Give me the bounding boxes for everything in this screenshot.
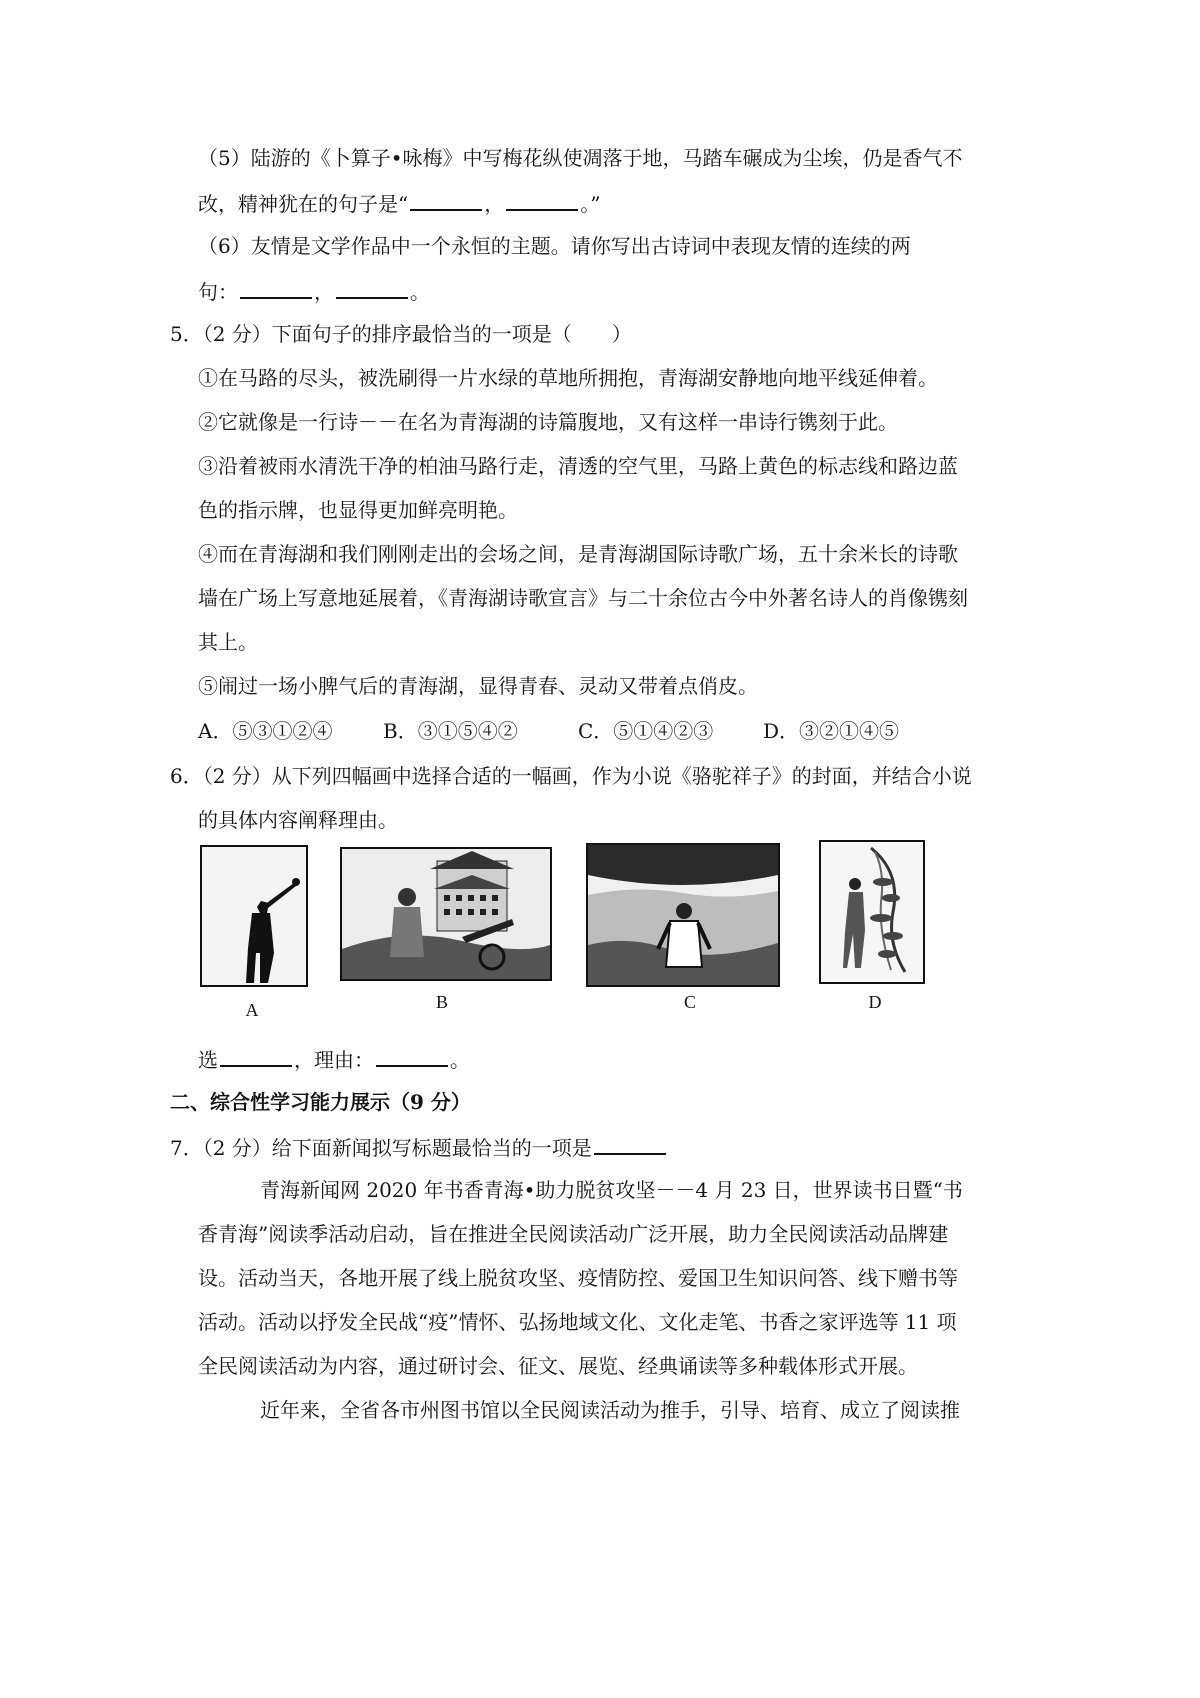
picture-c-illustration [588, 845, 778, 985]
picture-b-illustration [342, 849, 550, 979]
section-2-heading: 二、综合性学习能力展示（9 分） [170, 1090, 471, 1114]
picture-b[interactable] [340, 847, 552, 981]
answer-blank[interactable] [410, 189, 482, 211]
q6-answer-prefix: 选 [198, 1048, 218, 1072]
q4-item6-line1: （6）友情是文学作品中一个永恒的主题。请你写出古诗词中表现友情的连续的两 [198, 234, 911, 258]
caption-b: B [435, 992, 448, 1012]
picture-a-illustration [202, 847, 306, 985]
caption-d: D [868, 992, 882, 1012]
q4-item5-sep: ， [484, 192, 505, 216]
q4-item5-prefix: 改，精神犹在的句子是“ [198, 192, 409, 216]
q7-stem-text: 7．（2 分）给下面新闻拟写标题最恰当的一项是 [170, 1136, 592, 1160]
answer-blank[interactable] [376, 1045, 448, 1067]
q5-sentence-4-line1: ④而在青海湖和我们刚刚走出的会场之间，是青海湖国际诗歌广场，五十余米长的诗歌 [198, 542, 958, 566]
q6-stem-line1: 6．（2 分）从下列四幅画中选择合适的一幅画，作为小说《骆驼祥子》的封面，并结合小说 [170, 764, 972, 788]
picture-c[interactable] [586, 843, 780, 987]
q5-sentence-5: ⑤闹过一场小脾气后的青海湖，显得青春、灵动又带着点俏皮。 [198, 674, 758, 698]
q5-sentence-4-line3: 其上。 [198, 630, 258, 654]
q6-answer-reason-label: ，理由： [294, 1048, 374, 1072]
answer-blank[interactable] [220, 1045, 292, 1067]
q7-news-p2-line1: 近年来，全省各市州图书馆以全民阅读活动为推手，引导、培育、成立了阅读推 [260, 1398, 960, 1422]
caption-a: A [245, 1000, 259, 1020]
q5-stem: 5．（2 分）下面句子的排序最恰当的一项是（ ） [170, 322, 632, 346]
picture-d-illustration [821, 842, 923, 982]
q7-news-p1-line1: 青海新闻网 2020 年书香青海•助力脱贫攻坚－－4 月 23 日，世界读书日暨“书 [260, 1178, 963, 1202]
q5-sentence-1: ①在马路的尽头，被洗刷得一片水绿的草地所拥抱，青海湖安静地向地平线延伸着。 [198, 366, 938, 390]
q4-item5-suffix: 。” [580, 192, 601, 216]
q5-option-b[interactable]: B．③①⑤④② [383, 719, 518, 743]
q4-item5-line1: （5）陆游的《卜算子•咏梅》中写梅花纵使凋落于地，马踏车碾成为尘埃，仍是香气不 [198, 146, 963, 170]
q6-answer-suffix: 。 [450, 1048, 470, 1072]
q5-option-d[interactable]: D．③②①④⑤ [763, 719, 900, 743]
picture-a[interactable] [200, 845, 308, 987]
answer-blank[interactable] [594, 1133, 666, 1155]
q4-item5-line2 [198, 189, 600, 217]
answer-blank[interactable] [336, 277, 408, 299]
q6-stem-line2: 的具体内容阐释理由。 [198, 808, 398, 832]
q6-answer-line [198, 1045, 470, 1073]
q5-option-c[interactable]: C．⑤①④②③ [578, 719, 714, 743]
q7-news-p1-line5: 全民阅读活动为内容，通过研讨会、征文、展览、经典诵读等多种载体形式开展。 [198, 1354, 918, 1378]
q4-item6-line2 [198, 277, 430, 305]
q4-item6-prefix: 句： [198, 280, 238, 304]
q4-item6-sep: ， [314, 280, 334, 304]
q7-news-p1-line4: 活动。活动以抒发全民战“疫”情怀、弘扬地域文化、文化走笔、书香之家评选等 11 项 [198, 1310, 957, 1334]
picture-d[interactable] [819, 840, 925, 984]
caption-c: C [683, 992, 696, 1012]
q5-option-a[interactable]: A．⑤③①②④ [198, 719, 333, 743]
q5-sentence-2: ②它就像是一行诗－－在名为青海湖的诗篇腹地，又有这样一串诗行镌刻于此。 [198, 410, 898, 434]
q5-sentence-3-line2: 色的指示牌，也显得更加鲜亮明艳。 [198, 498, 518, 522]
q7-stem [170, 1133, 668, 1161]
answer-blank[interactable] [506, 189, 578, 211]
answer-blank[interactable] [240, 277, 312, 299]
q7-news-p1-line3: 设。活动当天，各地开展了线上脱贫攻坚、疫情防控、爱国卫生知识问答、线下赠书等 [198, 1266, 958, 1290]
q7-news-p1-line2: 香青海”阅读季活动启动，旨在推进全民阅读活动广泛开展，助力全民阅读活动品牌建 [198, 1222, 949, 1246]
q5-sentence-4-line2: 墙在广场上写意地延展着，《青海湖诗歌宣言》与二十余位古今中外著名诗人的肖像镌刻 [198, 586, 968, 610]
q5-sentence-3-line1: ③沿着被雨水清洗干净的柏油马路行走，清透的空气里，马路上黄色的标志线和路边蓝 [198, 454, 958, 478]
q4-item6-suffix: 。 [410, 280, 430, 304]
